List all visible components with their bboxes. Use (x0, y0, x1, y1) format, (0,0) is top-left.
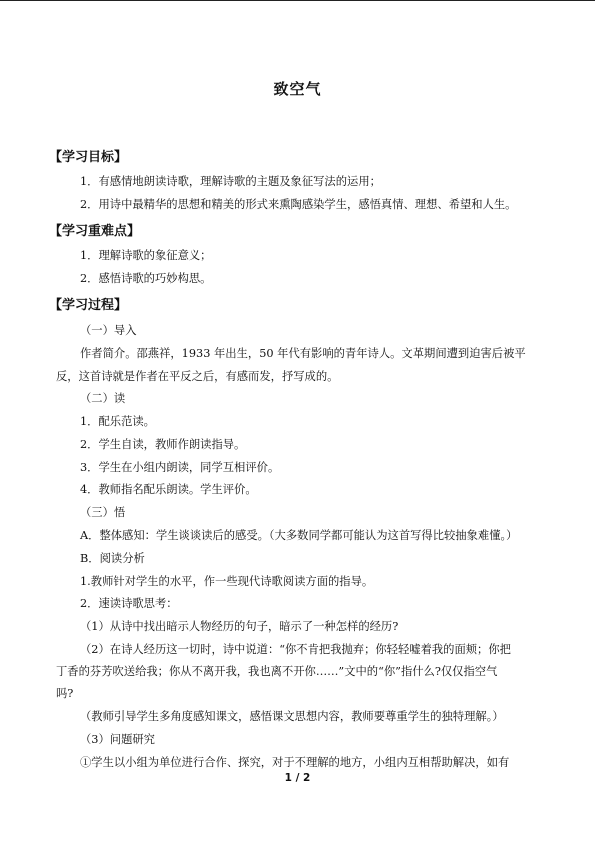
process-line: 1．配乐范读。 (80, 415, 155, 428)
process-line: 2．速读诗歌思考： (80, 597, 178, 610)
process-line: （2）在诗人经历这一切时，诗中说道：“你不肯把我抛弃；你轻轻嘘着我的面颊；你把 (80, 643, 511, 656)
process-line: （1）从诗中找出暗示人物经历的句子，暗示了一种怎样的经历? (80, 620, 399, 633)
heading-learning-goals: 【学习目标】 (49, 150, 128, 165)
document-title: 致空气 (273, 80, 322, 98)
process-line: 吗? (56, 687, 74, 700)
process-line: （3）问题研究 (80, 733, 155, 746)
process-line: 1.教师针对学生的水平，作一些现代诗歌阅读方面的指导。 (80, 575, 374, 588)
process-line: （教师引导学生多角度感知课文，感悟课文思想内容，教师要尊重学生的独特理解。） (80, 710, 504, 723)
goal-item: 2．用诗中最精华的思想和精美的形式来熏陶感染学生，感悟真情、理想、希望和人生。 (80, 198, 517, 211)
heading-key-points: 【学习重难点】 (49, 224, 141, 239)
goal-item: 1．有感情地朗读诗歌，理解诗歌的主题及象征写法的运用； (80, 175, 381, 188)
process-line: 3．学生在小组内朗读，同学互相评价。 (80, 461, 280, 474)
heading-learning-process: 【学习过程】 (49, 298, 128, 313)
top-rule (0, 0, 595, 1)
process-line: A．整体感知：学生谈谈读后的感受。（大多数同学都可能认为这首写得比较抽象难懂。） (80, 529, 518, 542)
process-line: 作者简介。邵燕祥，1933 年出生，50 年代有影响的青年诗人。文革期间遭到迫害后被平 (80, 347, 526, 360)
key-point-item: 1．理解诗歌的象征意义； (80, 249, 212, 262)
process-line: 4．教师指名配乐朗读。学生评价。 (80, 483, 257, 496)
process-line: ①学生以小组为单位进行合作、探究，对于不理解的地方，小组内互相帮助解决，如有 (80, 756, 510, 769)
process-line: 丁香的芬芳吹送给我；你从不离开我，我也离不开你……”文中的“你”指什么?仅仅指空气 (56, 665, 498, 678)
process-line: 反，这首诗就是作者在平反之后，有感而发，抒写成的。 (56, 370, 339, 383)
process-line: （二）读 (80, 392, 126, 405)
process-line: B．阅读分析 (80, 552, 145, 565)
process-line: 2．学生自读，教师作朗读指导。 (80, 438, 246, 451)
key-point-item: 2．感悟诗歌的巧妙构思。 (80, 272, 212, 285)
process-line: （一）导入 (80, 324, 137, 337)
page-number: 1 / 2 (284, 772, 311, 784)
process-line: （三）悟 (80, 506, 126, 519)
